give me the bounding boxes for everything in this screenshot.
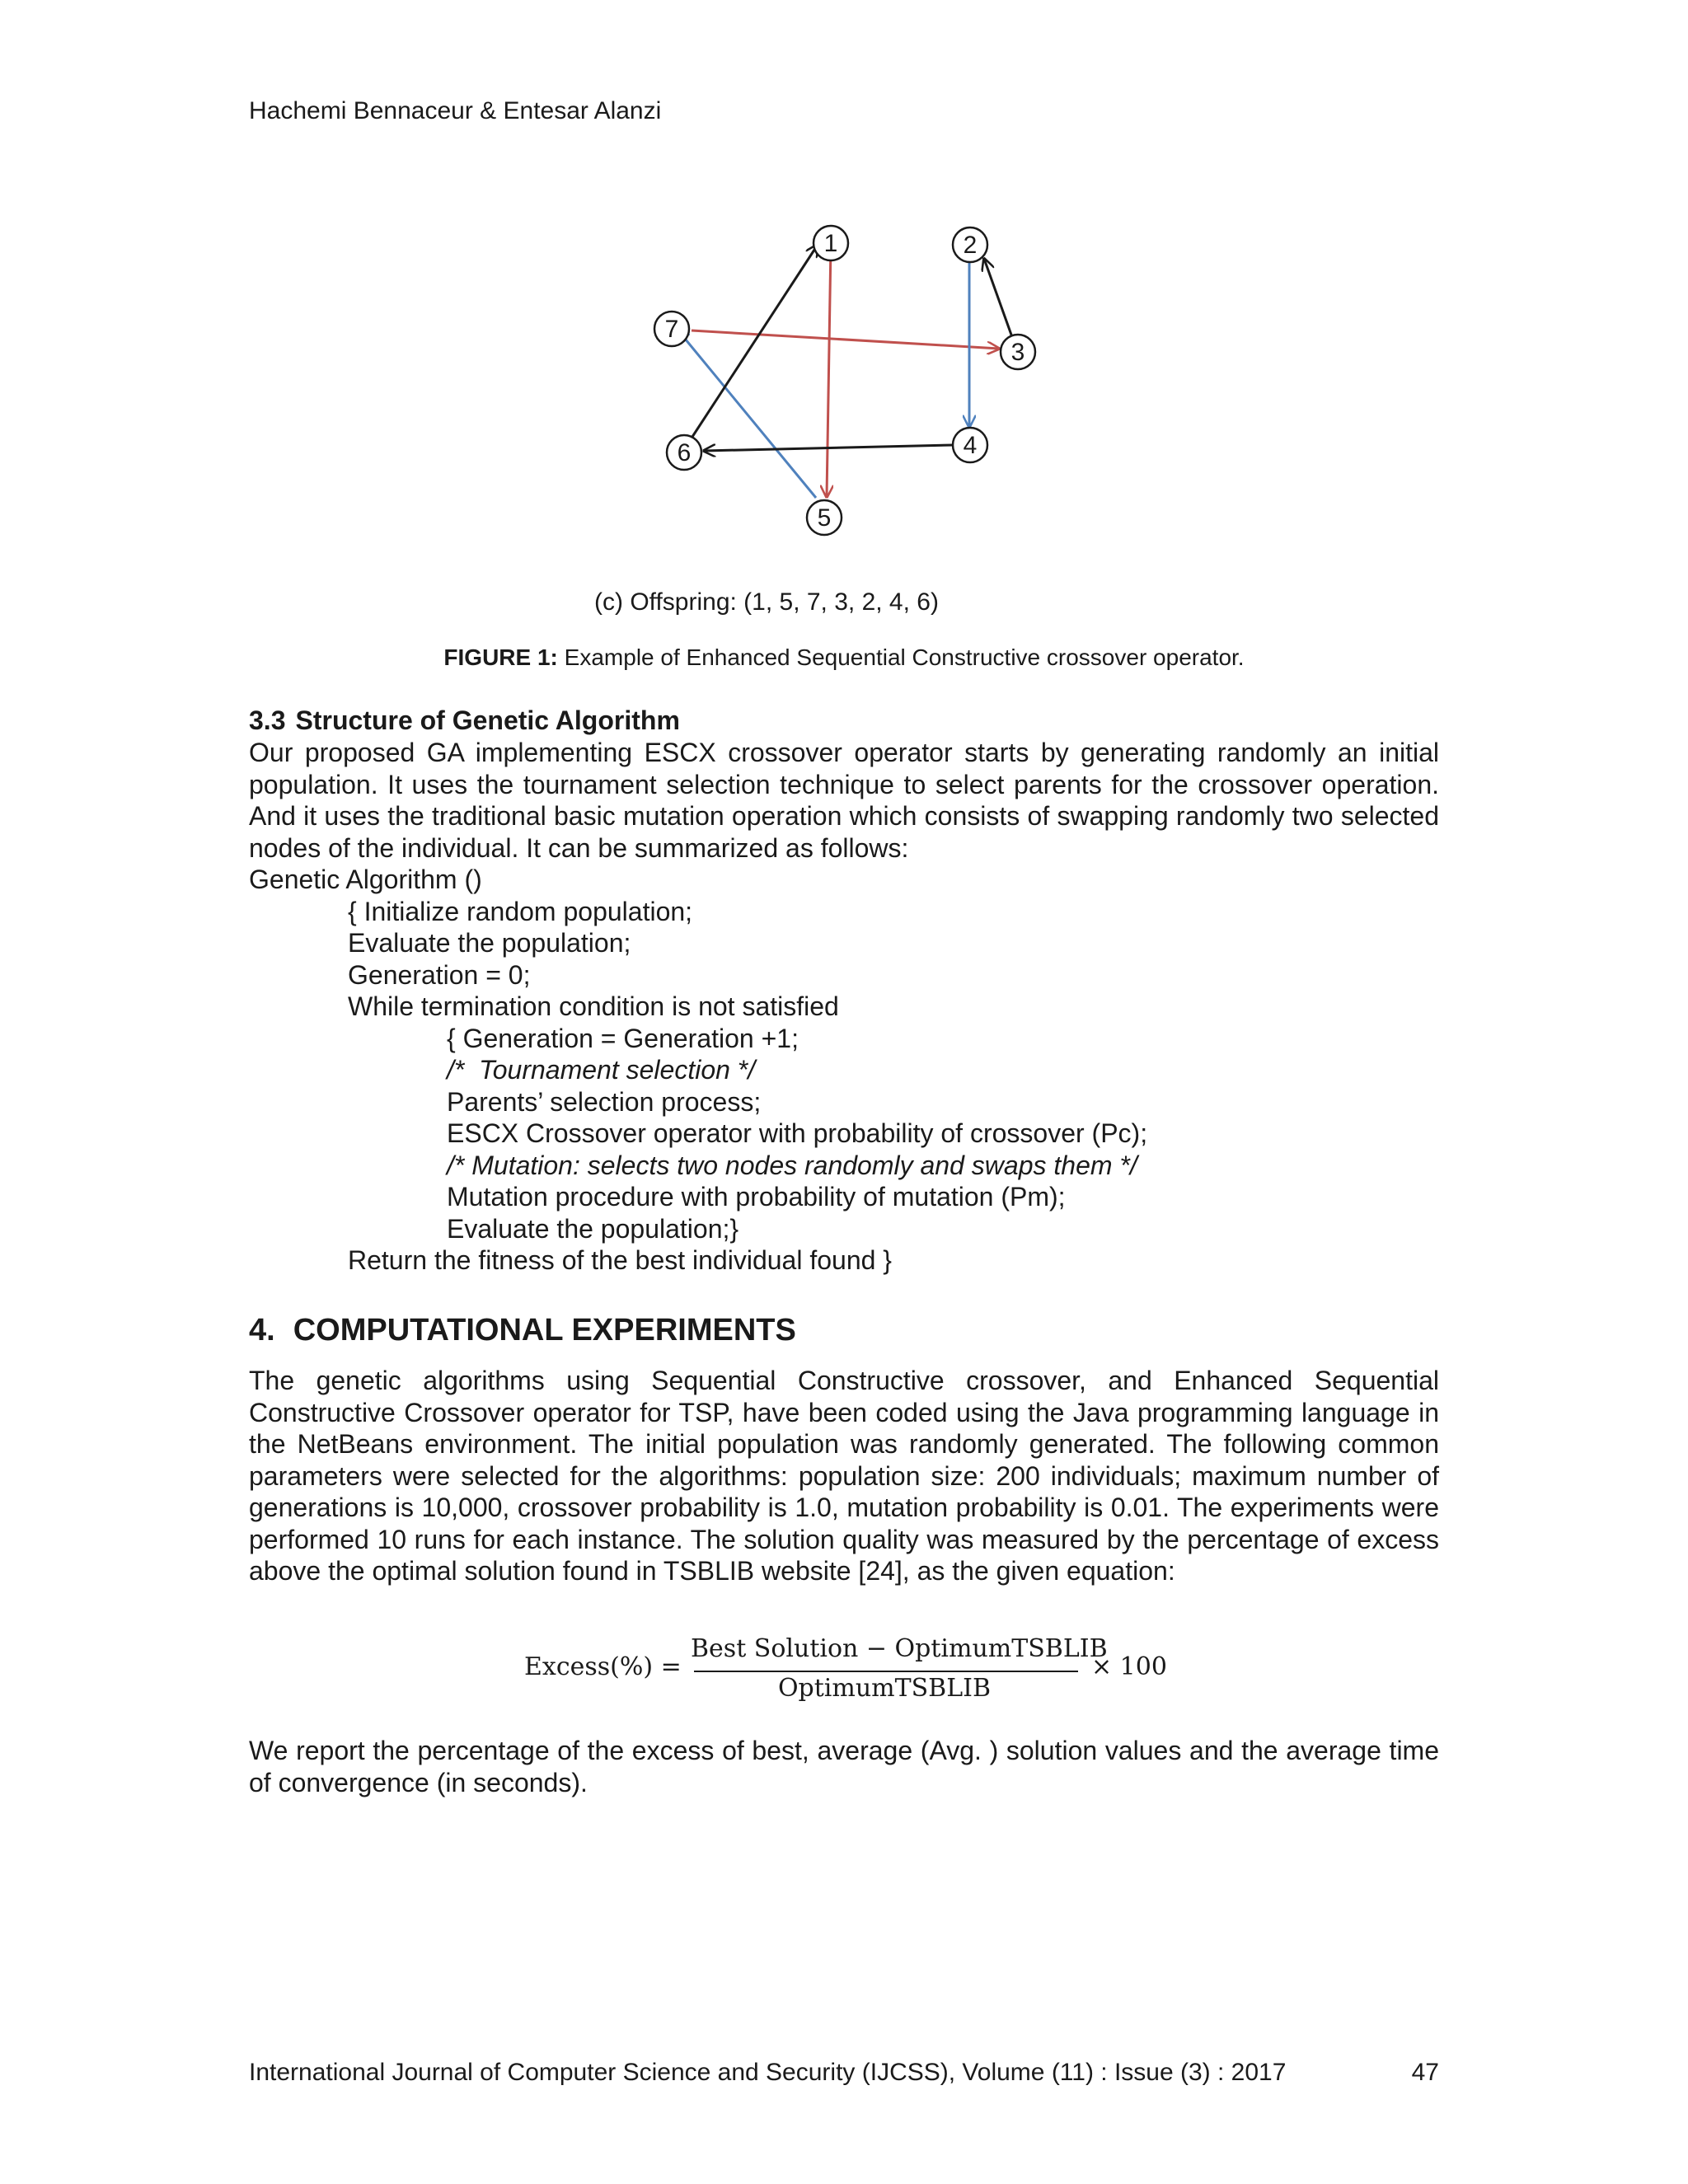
algo-header: Genetic Algorithm () [249, 865, 482, 894]
node-4 [953, 428, 987, 462]
edge-3-to-2 [984, 259, 1012, 337]
running-head: Hachemi Bennaceur & Entesar Alanzi [249, 97, 662, 124]
algo-line-while: While termination condition is not satisfied [348, 991, 839, 1021]
node-6-label: 6 [677, 439, 692, 466]
node-1-label: 1 [823, 230, 838, 257]
page-number: 47 [1411, 2059, 1439, 2086]
section-3-3-heading [249, 705, 680, 736]
section-4-number: 4. [249, 1313, 275, 1347]
algo-line-evaluate: Evaluate the population; [348, 928, 631, 958]
section-3-3-number: 3.3 [249, 705, 286, 735]
algo-line-init: { Initialize random population; [348, 896, 693, 926]
node-7-label: 7 [664, 316, 679, 343]
node-7 [654, 312, 689, 346]
algo-line-mutation: Mutation procedure with probability of mutation (Pm); [447, 1182, 1066, 1212]
algo-line-crossover: ESCX Crossover operator with probability of crossover (Pc); [447, 1118, 1148, 1148]
node-5 [807, 500, 842, 535]
algo-comment-mutation: /* Mutation: selects two nodes randomly and swaps them */ [447, 1150, 1137, 1180]
node-3 [1001, 335, 1035, 369]
figure-caption [249, 644, 1439, 671]
equation-lhs: Excess(%) = [524, 1652, 682, 1681]
algorithm-pseudocode [249, 864, 1439, 1277]
footer-journal: International Journal of Computer Science and Security (IJCSS), Volume (11) : Issue (3) : 2017 [249, 2059, 1287, 2086]
node-3-label: 3 [1010, 339, 1025, 366]
algo-line-parents: Parents’ selection process; [447, 1086, 762, 1117]
node-2-label: 2 [963, 232, 978, 259]
algo-line-generation-increment: { Generation = Generation +1; [447, 1023, 799, 1053]
closing-paragraph: We report the percentage of the excess of best, average (Avg. ) solution values and the average time of convergence (in seconds). [249, 1736, 1439, 1797]
section-4-title: COMPUTATIONAL EXPERIMENTS [293, 1313, 796, 1347]
figure-caption-label: FIGURE 1: [443, 644, 558, 670]
node-4-label: 4 [963, 432, 978, 459]
algo-line-generation: Generation = 0; [348, 959, 531, 990]
figure-caption-text: Example of Enhanced Sequential Constructive crossover operator. [557, 644, 1245, 670]
edge-7-to-3 [692, 330, 999, 349]
section-4-heading [249, 1313, 796, 1348]
fraction-bar [694, 1671, 1078, 1672]
equation-denominator: OptimumTSBLIB [777, 1674, 992, 1703]
algo-line-return: Return the fitness of the best individual found } [348, 1245, 892, 1275]
figure-1-graph [626, 216, 1055, 546]
node-5-label: 5 [817, 504, 832, 532]
section-4-paragraph: The genetic algorithms using Sequential Constructive crossover, and Enhanced Sequential Constructive Crossover operator for TSP, have been coded using the Java programming language in the NetBeans environment. The initial population was randomly generated. The following common parameters were selected for the algorithms: population size: 200 individuals; maximum number of generations is 10,000, crossover probability is 1.0, mutation probability is 0.01. The experiments were performed 10 runs for each instance. The solution quality was measured by the percentage of excess above the optimal solution found in TSBLIB website [24], as the given equation: [249, 1366, 1439, 1586]
edge-1-to-5 [827, 245, 831, 497]
section-3-3-paragraph: Our proposed GA implementing ESCX crossover operator starts by generating randomly an initial population. It uses the tournament selection technique to select parents for the crossover operation. And it uses the traditional basic mutation operation which consists of swapping randomly two selected nodes of the individual. It can be summarized as follows: [249, 738, 1439, 863]
algo-line-evaluate-inner: Evaluate the population;} [447, 1213, 739, 1244]
edge-6-to-1 [691, 245, 818, 439]
node-1 [814, 226, 848, 260]
section-3-3-title: Structure of Genetic Algorithm [295, 705, 680, 735]
algo-comment-tournament: /* Tournament selection */ [447, 1055, 756, 1085]
equation-numerator: Best Solution − OptimumTSBLIB [691, 1634, 1108, 1663]
node-2 [953, 227, 987, 262]
node-6 [667, 435, 701, 470]
offspring-tour-graph [626, 216, 1055, 546]
figure-subcaption: (c) Offspring: (1, 5, 7, 3, 2, 4, 6) [594, 588, 939, 616]
equation-rhs: × 100 [1091, 1652, 1167, 1681]
